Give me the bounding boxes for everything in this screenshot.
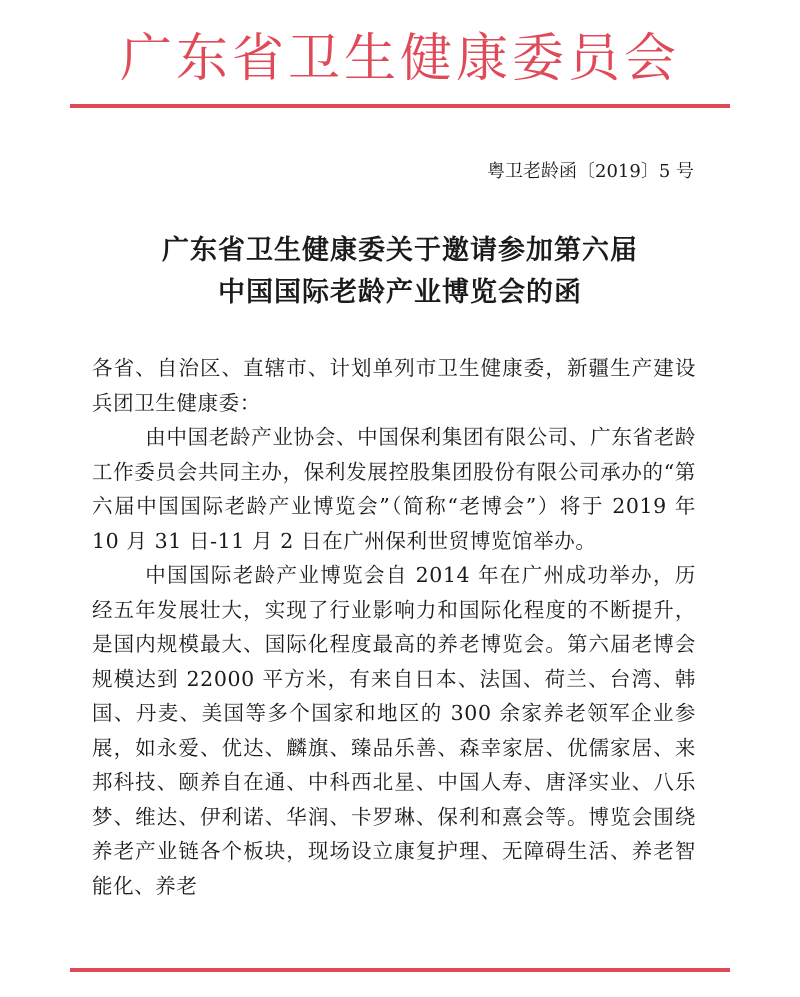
letterhead-title: 广东省卫生健康委员会 <box>119 29 680 89</box>
salutation: 各省、自治区、直辖市、计划单列市卫生健康委，新疆生产建设兵团卫生健康委： <box>92 356 696 415</box>
page-divider-bottom <box>70 968 730 972</box>
document-body <box>92 351 696 903</box>
document-number: 粤卫老龄函〔2019〕5 号 <box>487 161 694 182</box>
document-title <box>0 230 800 314</box>
letterhead-divider-top <box>70 104 730 108</box>
paragraph-1: 由中国老龄产业协会、中国保利集团有限公司、广东省老龄工作委员会共同主办，保利发展控股集团股份有限公司承办的“第六届中国国际老龄产业博览会”（简称“老博会”）将于 2019 年 10 月 31 日-11 月 2 日在广州保利世贸博览馆举办。 <box>92 425 696 553</box>
title-line-2: 中国国际老龄产业博览会的函 <box>218 277 582 308</box>
title-line-1: 广东省卫生健康委关于邀请参加第六届 <box>162 235 638 266</box>
paragraph-2: 中国国际老龄产业博览会自 2014 年在广州成功举办，历经五年发展壮大，实现了行业影响力和国际化程度的不断提升，是国内规模最大、国际化程度最高的养老博览会。第六届老博会规模达到 22000 平方米，有来自日本、法国、荷兰、台湾、韩国、丹麦、美国等多个国家和地区的 300 余家养老领军企业参展，如永爱、优达、麟旗、臻品乐善、森幸家居、优儒家居、来邦科技、颐养自在通、中科西北星、中国人寿、唐泽实业、八乐梦、维达、伊利诺、华润、卡罗琳、保利和熹会等。博览会围绕养老产业链各个板块，现场设立康复护理、无障碍生活、养老智能化、养老 <box>92 563 696 898</box>
